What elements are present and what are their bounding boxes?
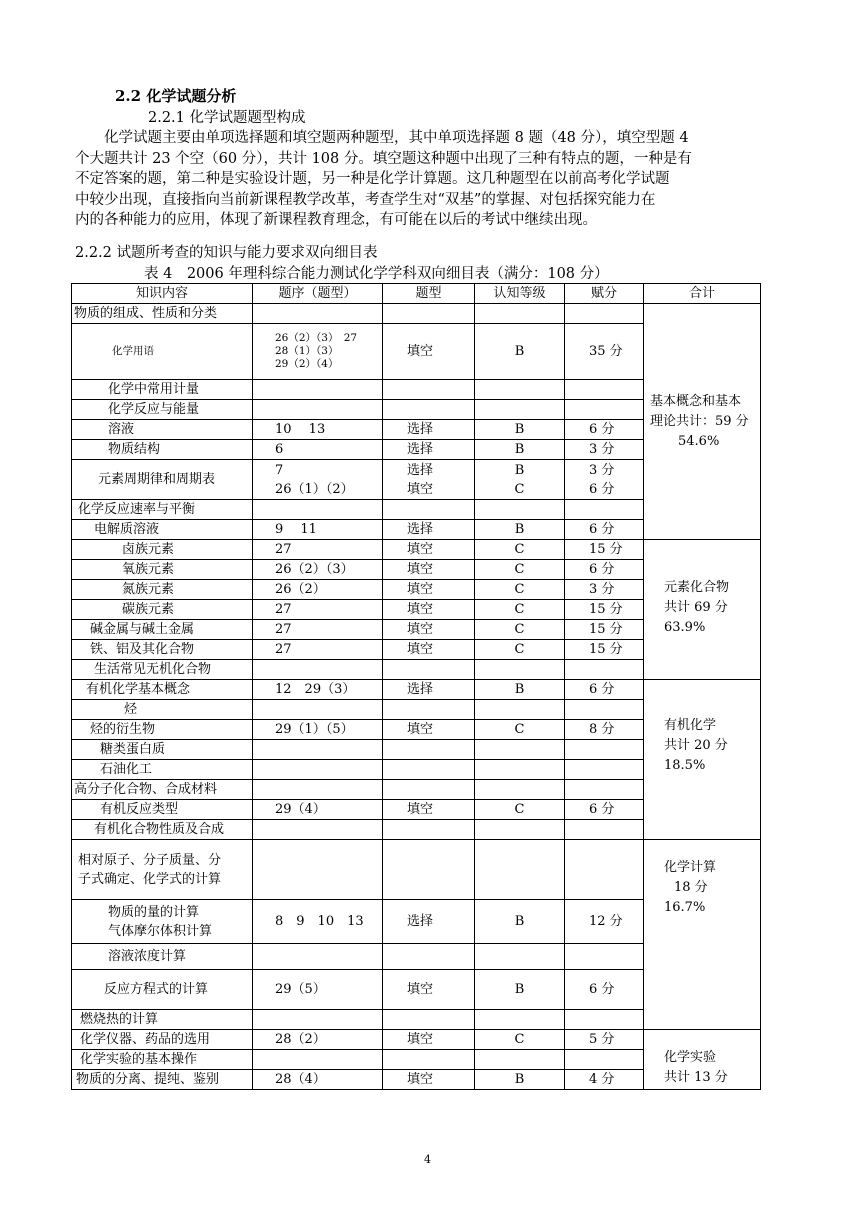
type-cell: 填空	[383, 560, 475, 580]
column-header: 题型	[383, 284, 475, 304]
group-total-line: 63.9%	[664, 620, 706, 635]
type-cell: 选择	[383, 440, 475, 460]
knowledge-cell: 物质的组成、性质和分类	[72, 304, 253, 324]
question-cell	[253, 944, 383, 970]
knowledge-cell: 溶液	[72, 420, 253, 440]
score-cell: 6 分	[565, 680, 644, 700]
type-cell	[383, 840, 475, 900]
knowledge-cell: 高分子化合物、合成材料	[72, 780, 253, 800]
score-cell: 6 分	[565, 800, 644, 820]
score-cell	[565, 944, 644, 970]
question-cell: 28（2）	[253, 1030, 383, 1050]
question-cell: 28（4）	[253, 1070, 383, 1090]
question-cell	[253, 840, 383, 900]
score-cell: 12 分	[565, 900, 644, 944]
group-total-line: 有机化学	[664, 718, 717, 733]
question-cell	[253, 500, 383, 520]
type-cell: 填空	[383, 324, 475, 380]
score-cell	[565, 500, 644, 520]
group-total-line: 共计 20 分	[664, 738, 728, 753]
column-header: 合计	[644, 284, 761, 304]
score-cell	[565, 1010, 644, 1030]
knowledge-cell: 化学反应速率与平衡	[72, 500, 253, 520]
type-cell: 填空	[383, 620, 475, 640]
score-cell: 3 分	[565, 580, 644, 600]
question-cell: 27	[253, 600, 383, 620]
knowledge-cell: 有机反应类型	[72, 800, 253, 820]
group-total-line: 18.5%	[664, 758, 706, 773]
question-cell	[253, 780, 383, 800]
score-cell	[565, 660, 644, 680]
knowledge-cell: 物质的分离、提纯、鉴别	[72, 1070, 253, 1090]
level-cell	[475, 304, 565, 324]
score-cell: 4 分	[565, 1070, 644, 1090]
level-cell: C	[475, 580, 565, 600]
group-total-cell	[644, 680, 761, 840]
question-cell: 9 11	[253, 520, 383, 540]
level-cell: C	[475, 720, 565, 740]
type-cell	[383, 820, 475, 840]
type-cell: 选择 填空	[383, 460, 475, 500]
type-cell: 填空	[383, 720, 475, 740]
group-total-line: 54.6%	[678, 434, 720, 449]
level-cell: B	[475, 520, 565, 540]
type-cell: 选择	[383, 900, 475, 944]
level-cell: C	[475, 600, 565, 620]
group-total-line: 共计 13 分	[664, 1070, 728, 1085]
score-cell	[565, 820, 644, 840]
type-cell	[383, 944, 475, 970]
level-cell: B	[475, 324, 565, 380]
level-cell: B	[475, 440, 565, 460]
score-cell	[565, 780, 644, 800]
score-cell: 6 分	[565, 520, 644, 540]
type-cell: 选择	[383, 520, 475, 540]
level-cell	[475, 740, 565, 760]
level-cell	[475, 500, 565, 520]
level-cell: C	[475, 540, 565, 560]
knowledge-cell: 烃	[72, 700, 253, 720]
knowledge-cell: 相对原子、分子质量、分 子式确定、化学式的计算	[72, 840, 253, 900]
type-cell: 填空	[383, 580, 475, 600]
question-cell: 27	[253, 620, 383, 640]
column-header: 认知等级	[475, 284, 565, 304]
knowledge-cell: 物质结构	[72, 440, 253, 460]
score-cell: 15 分	[565, 600, 644, 620]
group-total-cell	[644, 304, 761, 540]
level-cell	[475, 400, 565, 420]
level-cell: B C	[475, 460, 565, 500]
score-cell: 3 分	[565, 440, 644, 460]
group-total-cell	[644, 540, 761, 680]
level-cell	[475, 1010, 565, 1030]
score-cell: 15 分	[565, 640, 644, 660]
score-cell: 6 分	[565, 420, 644, 440]
question-cell: 26（2）（3）	[253, 560, 383, 580]
paragraph-line: 中较少出现，直接指向当前新课程教学改革，考查学生对“双基”的掌握、对包括探究能力在	[75, 191, 656, 208]
knowledge-cell: 氧族元素	[72, 560, 253, 580]
knowledge-cell: 卤族元素	[72, 540, 253, 560]
level-cell	[475, 944, 565, 970]
knowledge-cell: 铁、铝及其化合物	[72, 640, 253, 660]
type-cell: 填空	[383, 1030, 475, 1050]
score-cell	[565, 400, 644, 420]
question-cell: 6	[253, 440, 383, 460]
group-total-line: 化学实验	[664, 1050, 717, 1065]
knowledge-cell: 反应方程式的计算	[72, 970, 253, 1010]
paragraph-line: 不定答案的题，第二种是实验设计题，另一种是化学计算题。这几种题型在以前高考化学试题	[75, 171, 670, 188]
score-cell	[565, 1050, 644, 1070]
level-cell: C	[475, 800, 565, 820]
group-total-cell	[644, 1030, 761, 1090]
question-cell: 29（5）	[253, 970, 383, 1010]
level-cell: C	[475, 620, 565, 640]
question-cell: 29（1）（5）	[253, 720, 383, 740]
table-row	[72, 680, 761, 700]
body-paragraph	[75, 128, 790, 231]
type-cell	[383, 700, 475, 720]
score-cell	[565, 840, 644, 900]
level-cell: C	[475, 560, 565, 580]
type-cell: 填空	[383, 1070, 475, 1090]
question-cell	[253, 1010, 383, 1030]
group-total-line: 化学计算	[664, 860, 717, 875]
level-cell: B	[475, 970, 565, 1010]
level-cell	[475, 380, 565, 400]
column-header: 知识内容	[72, 284, 253, 304]
group-total-line: 理论共计：59 分	[650, 414, 749, 429]
level-cell	[475, 840, 565, 900]
score-cell	[565, 740, 644, 760]
group-total-line: 18 分	[674, 880, 708, 895]
knowledge-cell: 石油化工	[72, 760, 253, 780]
type-cell	[383, 304, 475, 324]
knowledge-cell: 电解质溶液	[72, 520, 253, 540]
level-cell	[475, 700, 565, 720]
paragraph-line: 内的各种能力的应用，体现了新课程教育理念，有可能在以后的考试中继续出现。	[75, 212, 597, 229]
level-cell	[475, 820, 565, 840]
question-cell: 27	[253, 640, 383, 660]
question-cell	[253, 1050, 383, 1070]
question-cell	[253, 380, 383, 400]
score-cell: 5 分	[565, 1030, 644, 1050]
type-cell	[383, 660, 475, 680]
question-cell	[253, 760, 383, 780]
question-cell	[253, 740, 383, 760]
table-row	[72, 304, 761, 324]
knowledge-cell: 碱金属与碱土金属	[72, 620, 253, 640]
column-header: 赋分	[565, 284, 644, 304]
level-cell: C	[475, 640, 565, 660]
paragraph-line: 化学试题主要由单项选择题和填空题两种题型，其中单项选择题 8 题（48 分），填空型题 4	[104, 130, 689, 146]
specification-table	[71, 283, 761, 1090]
score-cell: 15 分	[565, 540, 644, 560]
question-cell	[253, 304, 383, 324]
question-cell	[253, 820, 383, 840]
knowledge-cell: 有机化合物性质及合成	[72, 820, 253, 840]
score-cell: 6 分	[565, 970, 644, 1010]
question-cell	[253, 400, 383, 420]
type-cell: 选择	[383, 680, 475, 700]
table-caption: 表 4 2006 年理科综合能力测试化学学科双向细目表（满分：108 分）	[144, 266, 609, 282]
type-cell: 填空	[383, 800, 475, 820]
knowledge-cell: 化学仪器、药品的选用	[72, 1030, 253, 1050]
level-cell: B	[475, 420, 565, 440]
type-cell: 填空	[383, 970, 475, 1010]
score-cell: 6 分	[565, 560, 644, 580]
page-number: 4	[424, 1153, 431, 1166]
score-cell	[565, 304, 644, 324]
question-cell: 27	[253, 540, 383, 560]
type-cell: 选择	[383, 420, 475, 440]
score-cell: 8 分	[565, 720, 644, 740]
type-cell	[383, 760, 475, 780]
type-cell: 填空	[383, 640, 475, 660]
group-total-cell	[644, 840, 761, 1030]
type-cell	[383, 780, 475, 800]
table-row	[72, 540, 761, 560]
question-cell: 26（2）	[253, 580, 383, 600]
level-cell	[475, 780, 565, 800]
knowledge-cell: 碳族元素	[72, 600, 253, 620]
section-heading: 2.2 化学试题分析	[115, 87, 237, 105]
question-cell: 12 29（3）	[253, 680, 383, 700]
type-cell: 填空	[383, 540, 475, 560]
group-total-line: 16.7%	[664, 900, 706, 915]
knowledge-cell: 有机化学基本概念	[72, 680, 253, 700]
group-total-line: 共计 69 分	[664, 600, 728, 615]
group-total-line: 元素化合物	[664, 580, 730, 595]
knowledge-cell: 物质的量的计算 气体摩尔体积计算	[72, 900, 253, 944]
level-cell	[475, 760, 565, 780]
score-cell	[565, 700, 644, 720]
level-cell: B	[475, 900, 565, 944]
knowledge-cell: 糖类蛋白质	[72, 740, 253, 760]
knowledge-cell: 化学反应与能量	[72, 400, 253, 420]
type-cell	[383, 400, 475, 420]
knowledge-cell: 化学中常用计量	[72, 380, 253, 400]
knowledge-cell: 燃烧热的计算	[72, 1010, 253, 1030]
question-cell: 10 13	[253, 420, 383, 440]
score-cell	[565, 380, 644, 400]
knowledge-cell: 元素周期律和周期表	[72, 460, 253, 500]
table-row	[72, 840, 761, 900]
question-cell: 29（4）	[253, 800, 383, 820]
column-header: 题序（题型）	[253, 284, 383, 304]
type-cell	[383, 1010, 475, 1030]
type-cell	[383, 740, 475, 760]
type-cell	[383, 1050, 475, 1070]
question-cell: 7 26（1）（2）	[253, 460, 383, 500]
score-cell: 3 分 6 分	[565, 460, 644, 500]
question-cell: 26（2）（3） 27 28（1）（3） 29（2）（4）	[253, 324, 383, 380]
level-cell: B	[475, 1070, 565, 1090]
question-cell	[253, 700, 383, 720]
level-cell	[475, 1050, 565, 1070]
question-cell: 8 9 10 13	[253, 900, 383, 944]
knowledge-cell: 生活常见无机化合物	[72, 660, 253, 680]
type-cell	[383, 380, 475, 400]
type-cell: 填空	[383, 600, 475, 620]
score-cell: 35 分	[565, 324, 644, 380]
knowledge-cell: 烃的衍生物	[72, 720, 253, 740]
table-row	[72, 1030, 761, 1050]
score-cell: 15 分	[565, 620, 644, 640]
knowledge-cell: 化学实验的基本操作	[72, 1050, 253, 1070]
paragraph-line: 个大题共计 23 个空（60 分），共计 108 分。填空题这种题中出现了三种有特点的题，一种是有	[75, 150, 692, 167]
level-cell	[475, 660, 565, 680]
subsection-heading: 2.2.1 化学试题题型构成	[148, 110, 306, 126]
knowledge-cell: 化学用语	[72, 324, 253, 380]
type-cell	[383, 500, 475, 520]
level-cell: C	[475, 1030, 565, 1050]
knowledge-cell: 溶液浓度计算	[72, 944, 253, 970]
group-total-line: 基本概念和基本	[650, 394, 742, 409]
question-cell	[253, 660, 383, 680]
level-cell: B	[475, 680, 565, 700]
subsection-heading-2: 2.2.2 试题所考查的知识与能力要求双向细目表	[75, 245, 378, 261]
score-cell	[565, 760, 644, 780]
knowledge-cell: 氮族元素	[72, 580, 253, 600]
